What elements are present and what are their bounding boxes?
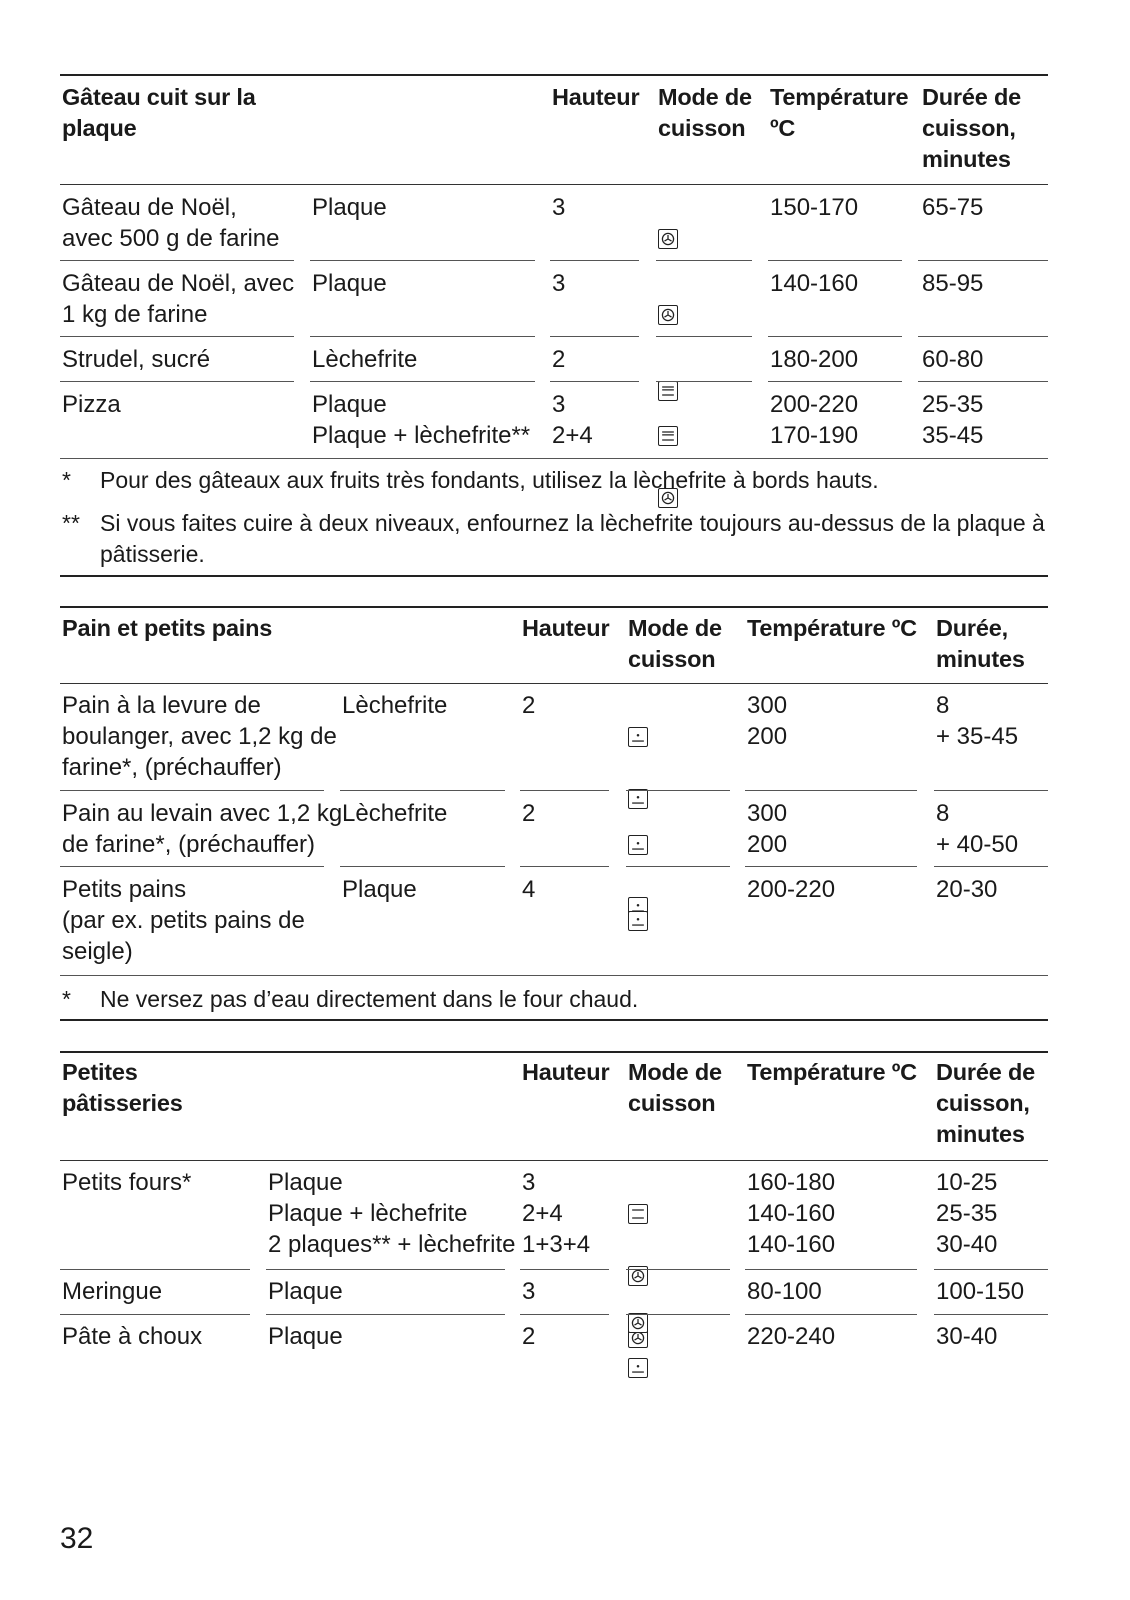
header-rule [60, 184, 1048, 185]
footnote-text: Ne versez pas d’eau directement dans le four chaud. [100, 986, 639, 1012]
row-rule [310, 336, 535, 337]
table-small-pastries [60, 1051, 1075, 1350]
temperature: 160-180 140-160 140-160 [747, 1169, 836, 1258]
dish-name: Strudel, sucré [62, 346, 211, 373]
row-rule [520, 866, 609, 867]
accessory: Lèchefrite [312, 346, 418, 373]
footnote-text: Si vous faites cuire à deux niveaux, enfournez la lèchefrite toujours au-dessus de la plaque à pâtisserie. [100, 510, 1045, 567]
row-rule [550, 336, 639, 337]
accessory: Plaque Plaque + lèchefrite 2 plaques** + lèchefrite [268, 1169, 516, 1258]
duration: 65-75 [922, 194, 984, 221]
mode-icons [628, 874, 648, 967]
header-level: Hauteur [522, 615, 610, 641]
row-rule [918, 381, 1048, 382]
header-mode: Mode de cuisson [628, 615, 722, 672]
level: 3 2+4 1+3+4 [522, 1169, 591, 1258]
footnote-text: Pour des gâteaux aux fruits très fondants, utilisez la lèchefrite à bords hauts. [100, 467, 879, 493]
row-rule [626, 1269, 730, 1270]
table-cake-on-tray [60, 74, 1075, 567]
header-dish: Petites pâtisseries [62, 1059, 183, 1116]
dish-name: Petits pains (par ex. petits pains de seigle) [62, 876, 305, 965]
row-rule [768, 336, 902, 337]
header-mode: Mode de cuisson [628, 1059, 722, 1116]
row-rule [60, 1269, 250, 1270]
temperature: 220-240 [747, 1323, 836, 1350]
mode-icons [628, 1321, 648, 1414]
header-temperature: Température ºC [747, 615, 917, 641]
table-bread [60, 606, 1075, 1012]
row-rule [266, 1314, 505, 1315]
level: 3 [552, 194, 566, 221]
level: 4 [522, 876, 536, 903]
dish-name: Petits fours* [62, 1169, 192, 1196]
top-bottom-heat-icon [628, 1204, 648, 1224]
row-rule [60, 336, 294, 337]
level: 3 2+4 [552, 391, 593, 449]
row-rule [60, 381, 294, 382]
bottom-heat-fan-icon [628, 835, 648, 855]
temperature: 140-160 [770, 270, 859, 297]
row-rule [934, 790, 1048, 791]
row-rule [768, 381, 902, 382]
accessory: Plaque Plaque + lèchefrite** [312, 391, 531, 449]
temperature: 80-100 [747, 1278, 822, 1305]
header-rule [60, 1160, 1048, 1161]
row-rule [60, 260, 294, 261]
row-rule [340, 866, 505, 867]
accessory: Lèchefrite [342, 692, 448, 719]
fan-icon [658, 305, 678, 325]
dish-name: Pain au levain avec 1,2 kg de farine*, (préchauffer) [62, 800, 343, 858]
row-rule [934, 1314, 1048, 1315]
row-rule [626, 1314, 730, 1315]
row-rule [918, 336, 1048, 337]
row-rule [745, 790, 917, 791]
header-level: Hauteur [522, 1059, 610, 1085]
duration: 85-95 [922, 270, 984, 297]
row-rule [934, 1269, 1048, 1270]
footnote [62, 465, 1047, 499]
table-bottom-rule [60, 1019, 1048, 1021]
row-rule [656, 381, 752, 382]
temperature: 200-220 170-190 [770, 391, 859, 449]
table-header [60, 74, 1075, 184]
duration: 8 + 40-50 [936, 800, 1019, 858]
row-rule [60, 458, 1048, 459]
header-dish: Pain et petits pains [62, 615, 273, 641]
header-dish: Gâteau cuit sur la plaque [62, 84, 256, 141]
level: 3 [552, 270, 566, 297]
accessory: Plaque [312, 270, 387, 297]
temperature: 300 200 [747, 800, 788, 858]
row-rule [266, 1269, 505, 1270]
level: 2 [522, 800, 536, 827]
row-rule [310, 260, 535, 261]
footnote-mark: * [62, 986, 71, 1012]
top-bottom-heat-icon [658, 426, 678, 446]
temperature: 180-200 [770, 346, 859, 373]
row-rule [745, 866, 917, 867]
row-rule [60, 866, 324, 867]
level: 3 [522, 1278, 536, 1305]
duration: 60-80 [922, 346, 984, 373]
dish-name: Pain à la levure de boulanger, avec 1,2 kg de farine*, (préchauffer) [62, 692, 337, 781]
accessory: Plaque [268, 1278, 343, 1305]
accessory: Plaque [268, 1323, 343, 1350]
bottom-heat-fan-icon [628, 727, 648, 747]
bottom-heat-fan-icon [628, 1358, 648, 1378]
accessory: Lèchefrite [342, 800, 448, 827]
dish-name: Gâteau de Noël, avec 1 kg de farine [62, 270, 295, 328]
duration: 25-35 35-45 [922, 391, 984, 449]
header-temperature: Température ºC [770, 84, 909, 141]
dish-name: Pâte à choux [62, 1323, 203, 1350]
footnote-mark: ** [62, 510, 80, 536]
row-rule [768, 260, 902, 261]
row-rule [745, 1269, 917, 1270]
duration: 100-150 [936, 1278, 1025, 1305]
table-bottom-rule [60, 575, 1048, 577]
dish-name: Gâteau de Noël, avec 500 g de farine [62, 194, 280, 252]
row-rule [550, 381, 639, 382]
header-temperature: Température ºC [747, 1059, 917, 1085]
table-header [60, 606, 1075, 684]
duration: 20-30 [936, 876, 998, 903]
header-duration: Durée, minutes [936, 615, 1025, 672]
dish-name: Pizza [62, 391, 121, 418]
duration: 10-25 25-35 30-40 [936, 1169, 998, 1258]
duration: 8 + 35-45 [936, 692, 1019, 750]
bottom-heat-fan-icon [628, 911, 648, 931]
level: 2 [522, 1323, 536, 1350]
row-rule [60, 975, 1048, 976]
row-rule [626, 866, 730, 867]
footnote [62, 508, 1047, 572]
row-rule [918, 260, 1048, 261]
fan-icon [658, 229, 678, 249]
row-rule [626, 790, 730, 791]
header-duration: Durée de cuisson, minutes [922, 84, 1021, 172]
dish-name: Meringue [62, 1278, 163, 1305]
footnote [62, 984, 1047, 1018]
header-mode: Mode de cuisson [658, 84, 752, 141]
header-duration: Durée de cuisson, minutes [936, 1059, 1035, 1147]
accessory: Plaque [312, 194, 387, 221]
row-rule [656, 260, 752, 261]
temperature: 300 200 [747, 692, 788, 750]
row-rule [745, 1314, 917, 1315]
row-rule [310, 381, 535, 382]
level: 2 [522, 692, 536, 719]
row-rule [60, 1314, 250, 1315]
row-rule [520, 1269, 609, 1270]
header-rule [60, 683, 1048, 684]
row-rule [934, 866, 1048, 867]
row-rule [340, 790, 505, 791]
temperature: 200-220 [747, 876, 836, 903]
table-header [60, 1051, 1075, 1161]
page-number: 32 [60, 1522, 94, 1555]
temperature: 150-170 [770, 194, 859, 221]
row-rule [60, 790, 324, 791]
accessory: Plaque [342, 876, 417, 903]
footnote-mark: * [62, 467, 71, 493]
row-rule [520, 790, 609, 791]
level: 2 [552, 346, 566, 373]
duration: 30-40 [936, 1323, 998, 1350]
row-rule [656, 336, 752, 337]
row-rule [520, 1314, 609, 1315]
row-rule [550, 260, 639, 261]
header-level: Hauteur [552, 84, 640, 110]
